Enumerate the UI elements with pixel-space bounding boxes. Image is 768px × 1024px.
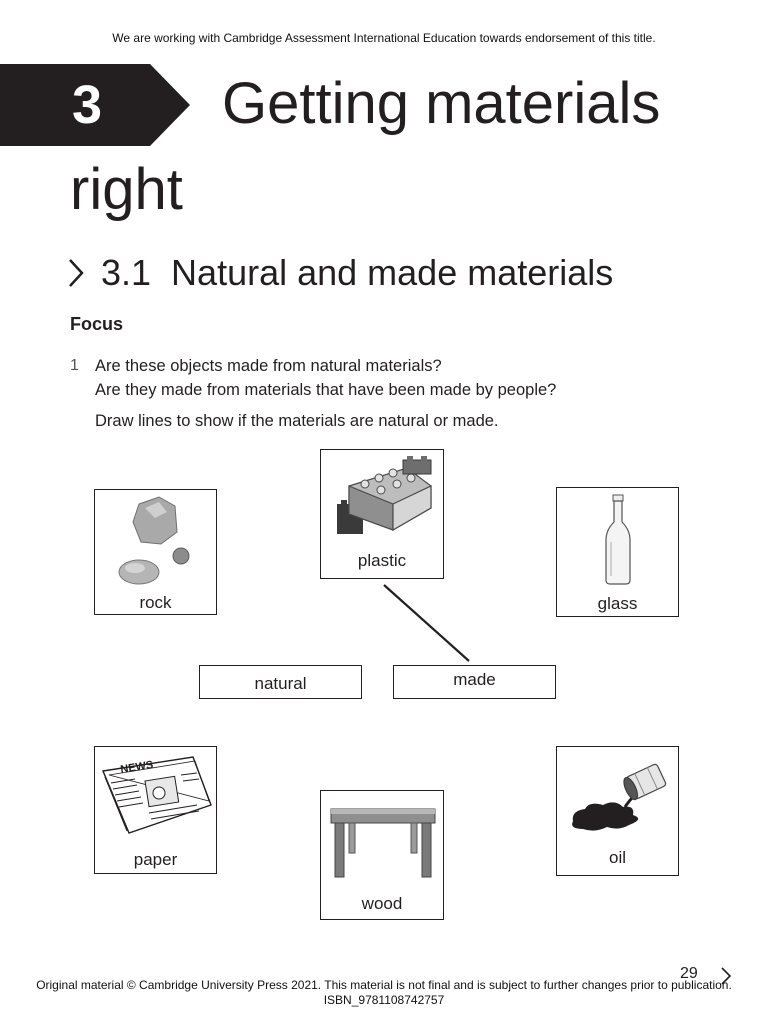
oil-spill-icon [567, 761, 671, 837]
rock-card[interactable] [94, 489, 217, 615]
question-line-1: Are these objects made from natural materials? [95, 357, 442, 375]
glass-card[interactable] [556, 487, 679, 617]
chapter-title-line-2: right [70, 157, 183, 222]
oil-label: oil [608, 848, 626, 867]
section-number: 3.1 [101, 252, 152, 293]
focus-heading: Focus [70, 314, 124, 334]
plastic-bricks-icon [327, 456, 439, 540]
oil-card[interactable] [556, 746, 679, 876]
plastic-label: plastic [357, 551, 407, 570]
glass-label: glass [597, 594, 638, 613]
section-chevron-icon [68, 258, 84, 288]
answer-line-plastic-made [380, 582, 472, 664]
made-box[interactable]: made [393, 665, 556, 699]
wood-card[interactable] [320, 790, 444, 920]
glass-bottle-icon [603, 494, 633, 586]
page-number: 29 [680, 965, 698, 982]
isbn-note: ISBN_9781108742757 [323, 993, 445, 1007]
endorsement-note: We are working with Cambridge Assessment International Education towards endorsement of this title. [112, 31, 656, 45]
natural-box[interactable]: natural [199, 665, 362, 699]
copyright-note: Original material © Cambridge University Press 2021. This material is not final and is subject to further changes prior to publication. [36, 978, 732, 992]
section-name: Natural and made materials [171, 252, 614, 293]
chapter-title-line-1: Getting materials [222, 71, 661, 136]
newspaper-icon [99, 753, 213, 837]
wooden-table-icon [329, 807, 437, 879]
wood-label: wood [361, 894, 403, 913]
question-line-2: Are they made from materials that have been made by people? [95, 381, 557, 399]
section-title [101, 248, 613, 298]
question-number: 1 [70, 357, 79, 374]
rocks-icon [115, 494, 199, 586]
rock-label: rock [139, 593, 172, 612]
paper-card[interactable] [94, 746, 217, 874]
chapter-number: 3 [71, 75, 103, 135]
newspaper-headline: NEWS [119, 758, 155, 776]
paper-label: paper [133, 850, 178, 869]
plastic-card[interactable] [320, 449, 444, 579]
question-instruction: Draw lines to show if the materials are natural or made. [95, 412, 499, 430]
